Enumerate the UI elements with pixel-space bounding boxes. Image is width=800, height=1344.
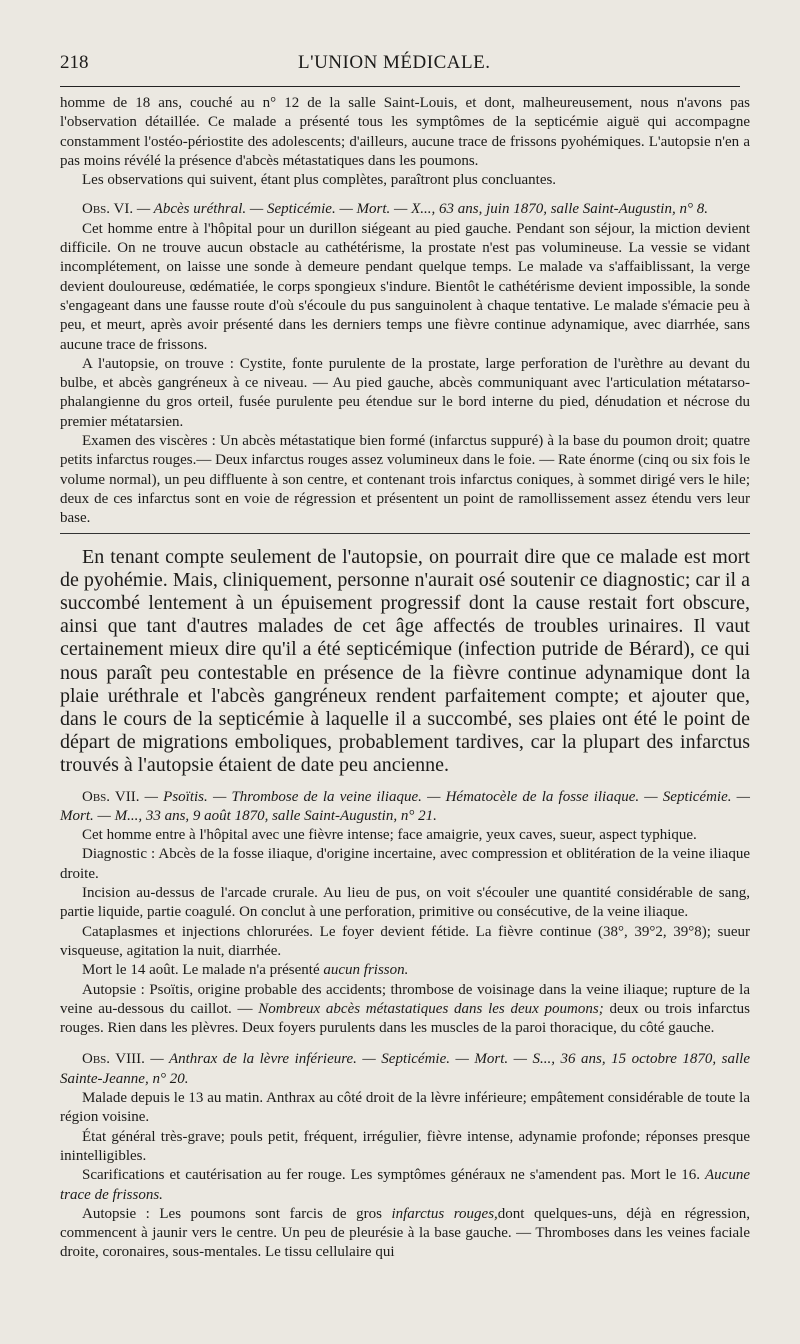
commentary-section [60,546,750,778]
observation-label: Obs. VIII. [82,1051,145,1068]
paragraph: homme de 18 ans, couché au n° 12 de la salle Saint-Louis, et dont, malheureusement, nous n'avons pas l'observation détaillée. Ce malade a présenté tous les symptômes de la septicémie aiguë qui accompagne constamment l'ostéo-périostite des adolescents; d'ailleurs, aucune trace de frissons pyohémiques. L'autopsie n'en a pas moins révélé la présence d'abcès métastatiques dans les poumons. [60,95,750,169]
paragraph: Examen des viscères : Un abcès métastatique bien formé (infarctus suppuré) à la base du poumon droit; quatre petits infarctus rouges.— Deux infarctus rouges assez volumineux dans le foie. — Rate énorme (cinq ou six fois le volume normal), un peu diffluente à son centre, et contenant trois infarctus coniques, à sommet dirigé vers le hile; deux de ces infarctus sont en voie de régression et présentent un point de ramollissement assez étendu vers leur base. [60,433,750,527]
observation-label: Obs. VI. [82,201,134,218]
observation-heading [60,200,750,219]
paragraph: Malade depuis le 13 au matin. Anthrax au côté droit de la lèvre inférieure; empâtement considérable de toute la région voisine. [60,1090,750,1126]
divider [60,533,750,534]
observation-heading [60,1050,750,1089]
page-header [60,52,740,87]
paragraph: Cet homme entre à l'hôpital avec une fièvre intense; face amaigrie, yeux caves, sueur, aspect typhique. [82,827,697,844]
paragraph: Mort le 14 août. Le malade n'a présenté aucun frisson. [82,962,409,979]
paragraph: Autopsie : Les poumons sont farcis de gros infarctus rouges,dont quelques-uns, déjà en régression, commencent à jaunir vers le centre. Un peu de pleurésie à la base gauche. — Thromboses dans les veines faciale droite, coronaires, sous-mentales. Le tissu cellulaire qui [60,1205,750,1261]
journal-title: L'UNION MÉDICALE. [298,52,491,73]
observation-title: — Anthrax de la lèvre inférieure. — Septicémie. — Mort. — S..., 36 ans, 15 octobre 1870, salle Sainte-Jeanne, n° 20. [60,1051,750,1087]
paragraph: Scarifications et cautérisation au fer rouge. Les symptômes généraux ne s'amendent pas. Mort le 16. Aucune trace de frissons. [60,1167,750,1203]
paragraph: Cataplasmes et injections chlorurées. Le foyer devient fétide. La fièvre continue (38°, 39°2, 39°8); sueur visqueuse, agitation la nuit, diarrhée. [60,923,750,959]
observation-title: — Psoïtis. — Thrombose de la veine iliaque. — Hématocèle de la fosse iliaque. — Septicémie. — Mort. — M..., 33 ans, 9 août 1870, salle Saint-Augustin, n° 21. [60,788,751,824]
paragraph: En tenant compte seulement de l'autopsie, on pourrait dire que ce malade est mort de pyohémie. Mais, cliniquement, personne n'aurait osé soutenir ce diagnostic; car il a succombé lentement à un épuisement progressif dont la cause restait fort obscure, ainsi que tant d'autres malades de cet âge affectés de troubles urinaires. Il vaut certainement mieux dire qu'il a été septicémique (infection putride de Bérard), ce qui nous paraît peu contestable en présence de la fièvre continue adynamique dont la plaie uréthrale et l'abcès gangréneux rendent parfaitement compte; et ajouter que, dans le cours de la septicémie à laquelle il a succombé, ses plaies ont été le point de départ de migrations emboliques, probablement tardives, car la plupart des infarctus trouvés à l'autopsie étaient de date peu ancienne. [60,545,750,777]
observation-label: Obs. VII. [82,788,140,805]
page-number: 218 [60,52,89,73]
paragraph: Incision au-dessus de l'arcade crurale. Au lieu de pus, on voit s'écouler une quantité considérable de sang, partie liquide, partie coagulé. On conclut à une perforation, primitive ou consécutive, de la veine iliaque. [60,885,750,921]
paragraph: Diagnostic : Abcès de la fosse iliaque, d'origine incertaine, avec compression et oblitération de la veine iliaque droite. [60,846,750,882]
observation-heading [60,788,750,827]
observations-section [60,788,750,1263]
paragraph: Cet homme entre à l'hôpital pour un durillon siégeant au pied gauche. Pendant son séjour, la miction devient difficile. On ne trouve aucun obstacle au cathétérisme, la prostate n'est pas volumineuse. La vessie se vidant incomplétement, on laisse une sonde à demeure pendant quelque temps. Le malade va s'affaiblissant, la verge devient douloureuse, œdématiée, le corps spongieux s'indure. Bientôt le cathétérisme devient impossible, la sonde s'engageant dans une fausse route d'où s'écoule du pus sanguinolent à chaque tentative. Le malade s'émacie peu à peu, et meurt, après avoir présenté dans les derniers temps une fièvre continue adynamique, avec diarrhée, sans aucune trace de frissons. [60,220,750,353]
observation-title: — Abcès uréthral. — Septicémie. — Mort. — X..., 63 ans, juin 1870, salle Saint-Augustin, n° 8. [133,201,708,218]
article-body [60,94,750,1263]
paragraph: A l'autopsie, on trouve : Cystite, fonte purulente de la prostate, large perforation de l'urèthre au devant du bulbe, et abcès gangréneux à ce niveau. — Au pied gauche, abcès communiquant avec l'articulation métatarso-phalangienne du gros orteil, fusée purulente peu étendue sur le bord interne du pied, dénudation et nécrose du premier métatarsien. [60,355,750,430]
paragraph: État général très-grave; pouls petit, fréquent, irrégulier, fièvre intense, adynamie profonde; réponses presque inintelligibles. [60,1128,750,1164]
intro-section [60,94,750,534]
paragraph: Autopsie : Psoïtis, origine probable des accidents; thrombose de voisinage dans la veine iliaque; rupture de la veine au-dessous du caillot. — Nombreux abcès métastatiques dans les deux poumons; deux ou trois infarctus rouges. Rien dans les plèvres. Deux foyers purulents dans les muscles de la paroi thoracique, du côté gauche. [60,981,750,1037]
paragraph: Les observations qui suivent, étant plus complètes, paraîtront plus concluantes. [82,172,557,189]
